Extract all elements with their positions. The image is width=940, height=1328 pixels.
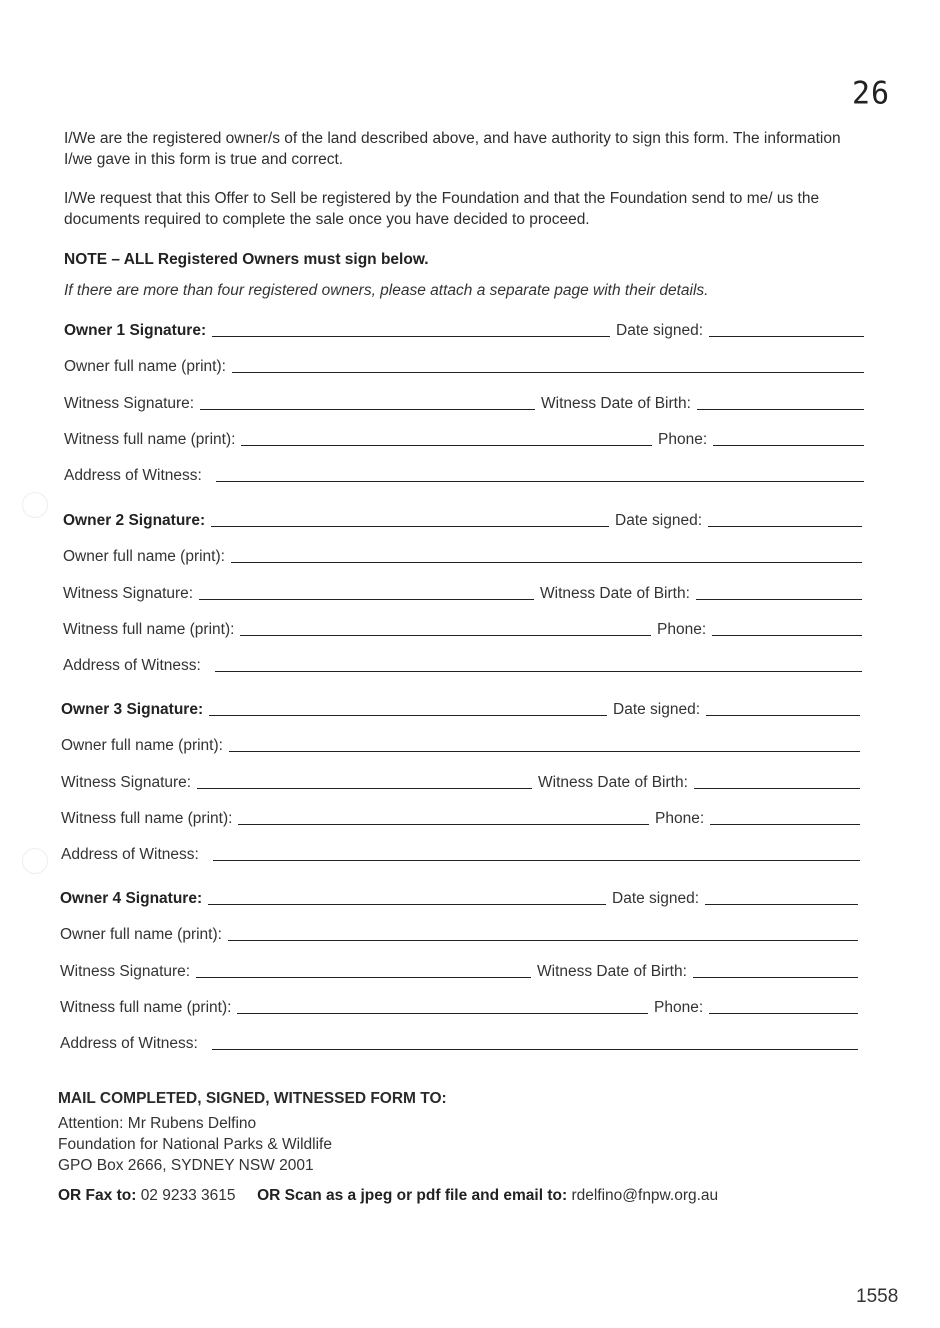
witness-full-name-field[interactable] xyxy=(237,1013,648,1014)
witness-dob-field[interactable] xyxy=(693,977,858,978)
form-row xyxy=(64,358,864,376)
owner-signature-field[interactable] xyxy=(208,904,606,905)
witness-full-name-label: Witness full name (print): xyxy=(60,999,232,1016)
witness-signature-label: Witness Signature: xyxy=(64,395,195,412)
witness-signature-field[interactable] xyxy=(196,977,531,978)
form-row xyxy=(60,926,858,944)
scan-hole-mark xyxy=(22,848,48,874)
form-row xyxy=(64,395,864,413)
form-row xyxy=(63,657,862,675)
form-row xyxy=(61,774,860,792)
form-row xyxy=(63,621,862,639)
owner-full-name-field[interactable] xyxy=(228,940,858,941)
witness-signature-label: Witness Signature: xyxy=(61,774,192,791)
witness-signature-label: Witness Signature: xyxy=(60,963,191,980)
phone-field[interactable] xyxy=(710,824,860,825)
witness-address-label: Address of Witness: xyxy=(63,657,201,674)
owner-full-name-field[interactable] xyxy=(232,372,864,373)
phone-field[interactable] xyxy=(713,445,864,446)
date-signed-label: Date signed: xyxy=(615,512,703,529)
owner-signature-field[interactable] xyxy=(209,715,607,716)
mail-address: GPO Box 2666, SYDNEY NSW 2001 xyxy=(58,1157,314,1174)
note-heading: NOTE – ALL Registered Owners must sign below. xyxy=(64,251,429,268)
owner-full-name-label: Owner full name (print): xyxy=(64,358,226,375)
date-signed-field[interactable] xyxy=(708,526,862,527)
date-signed-field[interactable] xyxy=(709,336,864,337)
witness-dob-label: Witness Date of Birth: xyxy=(538,774,688,791)
phone-label: Phone: xyxy=(657,621,707,638)
email-address[interactable]: rdelfino@fnpw.org.au xyxy=(571,1187,719,1204)
form-row xyxy=(60,1035,858,1053)
form-row xyxy=(60,999,858,1017)
fax-label: OR Fax to: xyxy=(58,1187,137,1204)
date-signed-field[interactable] xyxy=(705,904,858,905)
phone-field[interactable] xyxy=(712,635,862,636)
owner-full-name-label: Owner full name (print): xyxy=(61,737,223,754)
owner-signature-field[interactable] xyxy=(212,336,610,337)
page-number-bottom: 1558 xyxy=(856,1286,899,1307)
page-number-top: 26 xyxy=(852,75,891,112)
witness-signature-field[interactable] xyxy=(197,788,532,789)
phone-label: Phone: xyxy=(655,810,705,827)
witness-address-label: Address of Witness: xyxy=(61,846,199,863)
owner-signature-label: Owner 2 Signature: xyxy=(63,512,206,529)
phone-label: Phone: xyxy=(654,999,704,1016)
owner-signature-field[interactable] xyxy=(211,526,609,527)
owner-full-name-label: Owner full name (print): xyxy=(60,926,222,943)
witness-address-field[interactable] xyxy=(213,860,860,861)
owner-signature-label: Owner 3 Signature: xyxy=(61,701,204,718)
witness-address-field[interactable] xyxy=(215,671,862,672)
date-signed-field[interactable] xyxy=(706,715,860,716)
form-row xyxy=(61,846,860,864)
form-row xyxy=(61,737,860,755)
scan-hole-mark xyxy=(22,492,48,518)
witness-full-name-field[interactable] xyxy=(240,635,651,636)
witness-signature-field[interactable] xyxy=(200,409,535,410)
witness-dob-label: Witness Date of Birth: xyxy=(537,963,687,980)
witness-full-name-label: Witness full name (print): xyxy=(61,810,233,827)
phone-field[interactable] xyxy=(709,1013,858,1014)
witness-full-name-label: Witness full name (print): xyxy=(64,431,236,448)
witness-dob-field[interactable] xyxy=(697,409,864,410)
note-instruction: If there are more than four registered owners, please attach a separate page with their details. xyxy=(64,282,709,299)
witness-dob-field[interactable] xyxy=(696,599,862,600)
form-row xyxy=(64,431,864,449)
mail-organisation: Foundation for National Parks & Wildlife xyxy=(58,1136,332,1153)
witness-full-name-field[interactable] xyxy=(238,824,649,825)
form-row xyxy=(63,585,862,603)
witness-signature-field[interactable] xyxy=(199,599,534,600)
date-signed-label: Date signed: xyxy=(616,322,704,339)
witness-dob-label: Witness Date of Birth: xyxy=(541,395,691,412)
form-row xyxy=(60,963,858,981)
owner-signature-label: Owner 4 Signature: xyxy=(60,890,203,907)
phone-label: Phone: xyxy=(658,431,708,448)
date-signed-label: Date signed: xyxy=(612,890,700,907)
owner-full-name-label: Owner full name (print): xyxy=(63,548,225,565)
witness-full-name-field[interactable] xyxy=(241,445,652,446)
witness-dob-field[interactable] xyxy=(694,788,860,789)
form-row xyxy=(61,810,860,828)
owner-full-name-field[interactable] xyxy=(231,562,862,563)
mail-heading: MAIL COMPLETED, SIGNED, WITNESSED FORM TO: xyxy=(58,1090,447,1107)
witness-address-label: Address of Witness: xyxy=(60,1035,198,1052)
email-label: OR Scan as a jpeg or pdf file and email to: xyxy=(257,1187,568,1204)
owner-full-name-field[interactable] xyxy=(229,751,860,752)
witness-full-name-label: Witness full name (print): xyxy=(63,621,235,638)
fax-number: 02 9233 3615 xyxy=(140,1187,236,1204)
form-row xyxy=(63,548,862,566)
witness-address-field[interactable] xyxy=(212,1049,858,1050)
mail-attention: Attention: Mr Rubens Delfino xyxy=(58,1115,257,1132)
contact-line xyxy=(58,1187,718,1205)
declaration-paragraph: I/We are the registered owner/s of the land described above, and have authority to sign this form. The information I/we gave in this form is true and correct. xyxy=(64,130,841,168)
witness-address-label: Address of Witness: xyxy=(64,467,202,484)
form-row xyxy=(60,890,858,908)
owner-signature-label: Owner 1 Signature: xyxy=(64,322,207,339)
witness-dob-label: Witness Date of Birth: xyxy=(540,585,690,602)
witness-address-field[interactable] xyxy=(216,481,864,482)
form-row xyxy=(64,322,864,340)
request-paragraph: I/We request that this Offer to Sell be registered by the Foundation and that the Foundation send to me/ us the documents required to complete the sale once you have decided to proceed. xyxy=(64,190,820,228)
form-row xyxy=(61,701,860,719)
form-row xyxy=(63,512,862,530)
date-signed-label: Date signed: xyxy=(613,701,701,718)
witness-signature-label: Witness Signature: xyxy=(63,585,194,602)
form-row xyxy=(64,467,864,485)
